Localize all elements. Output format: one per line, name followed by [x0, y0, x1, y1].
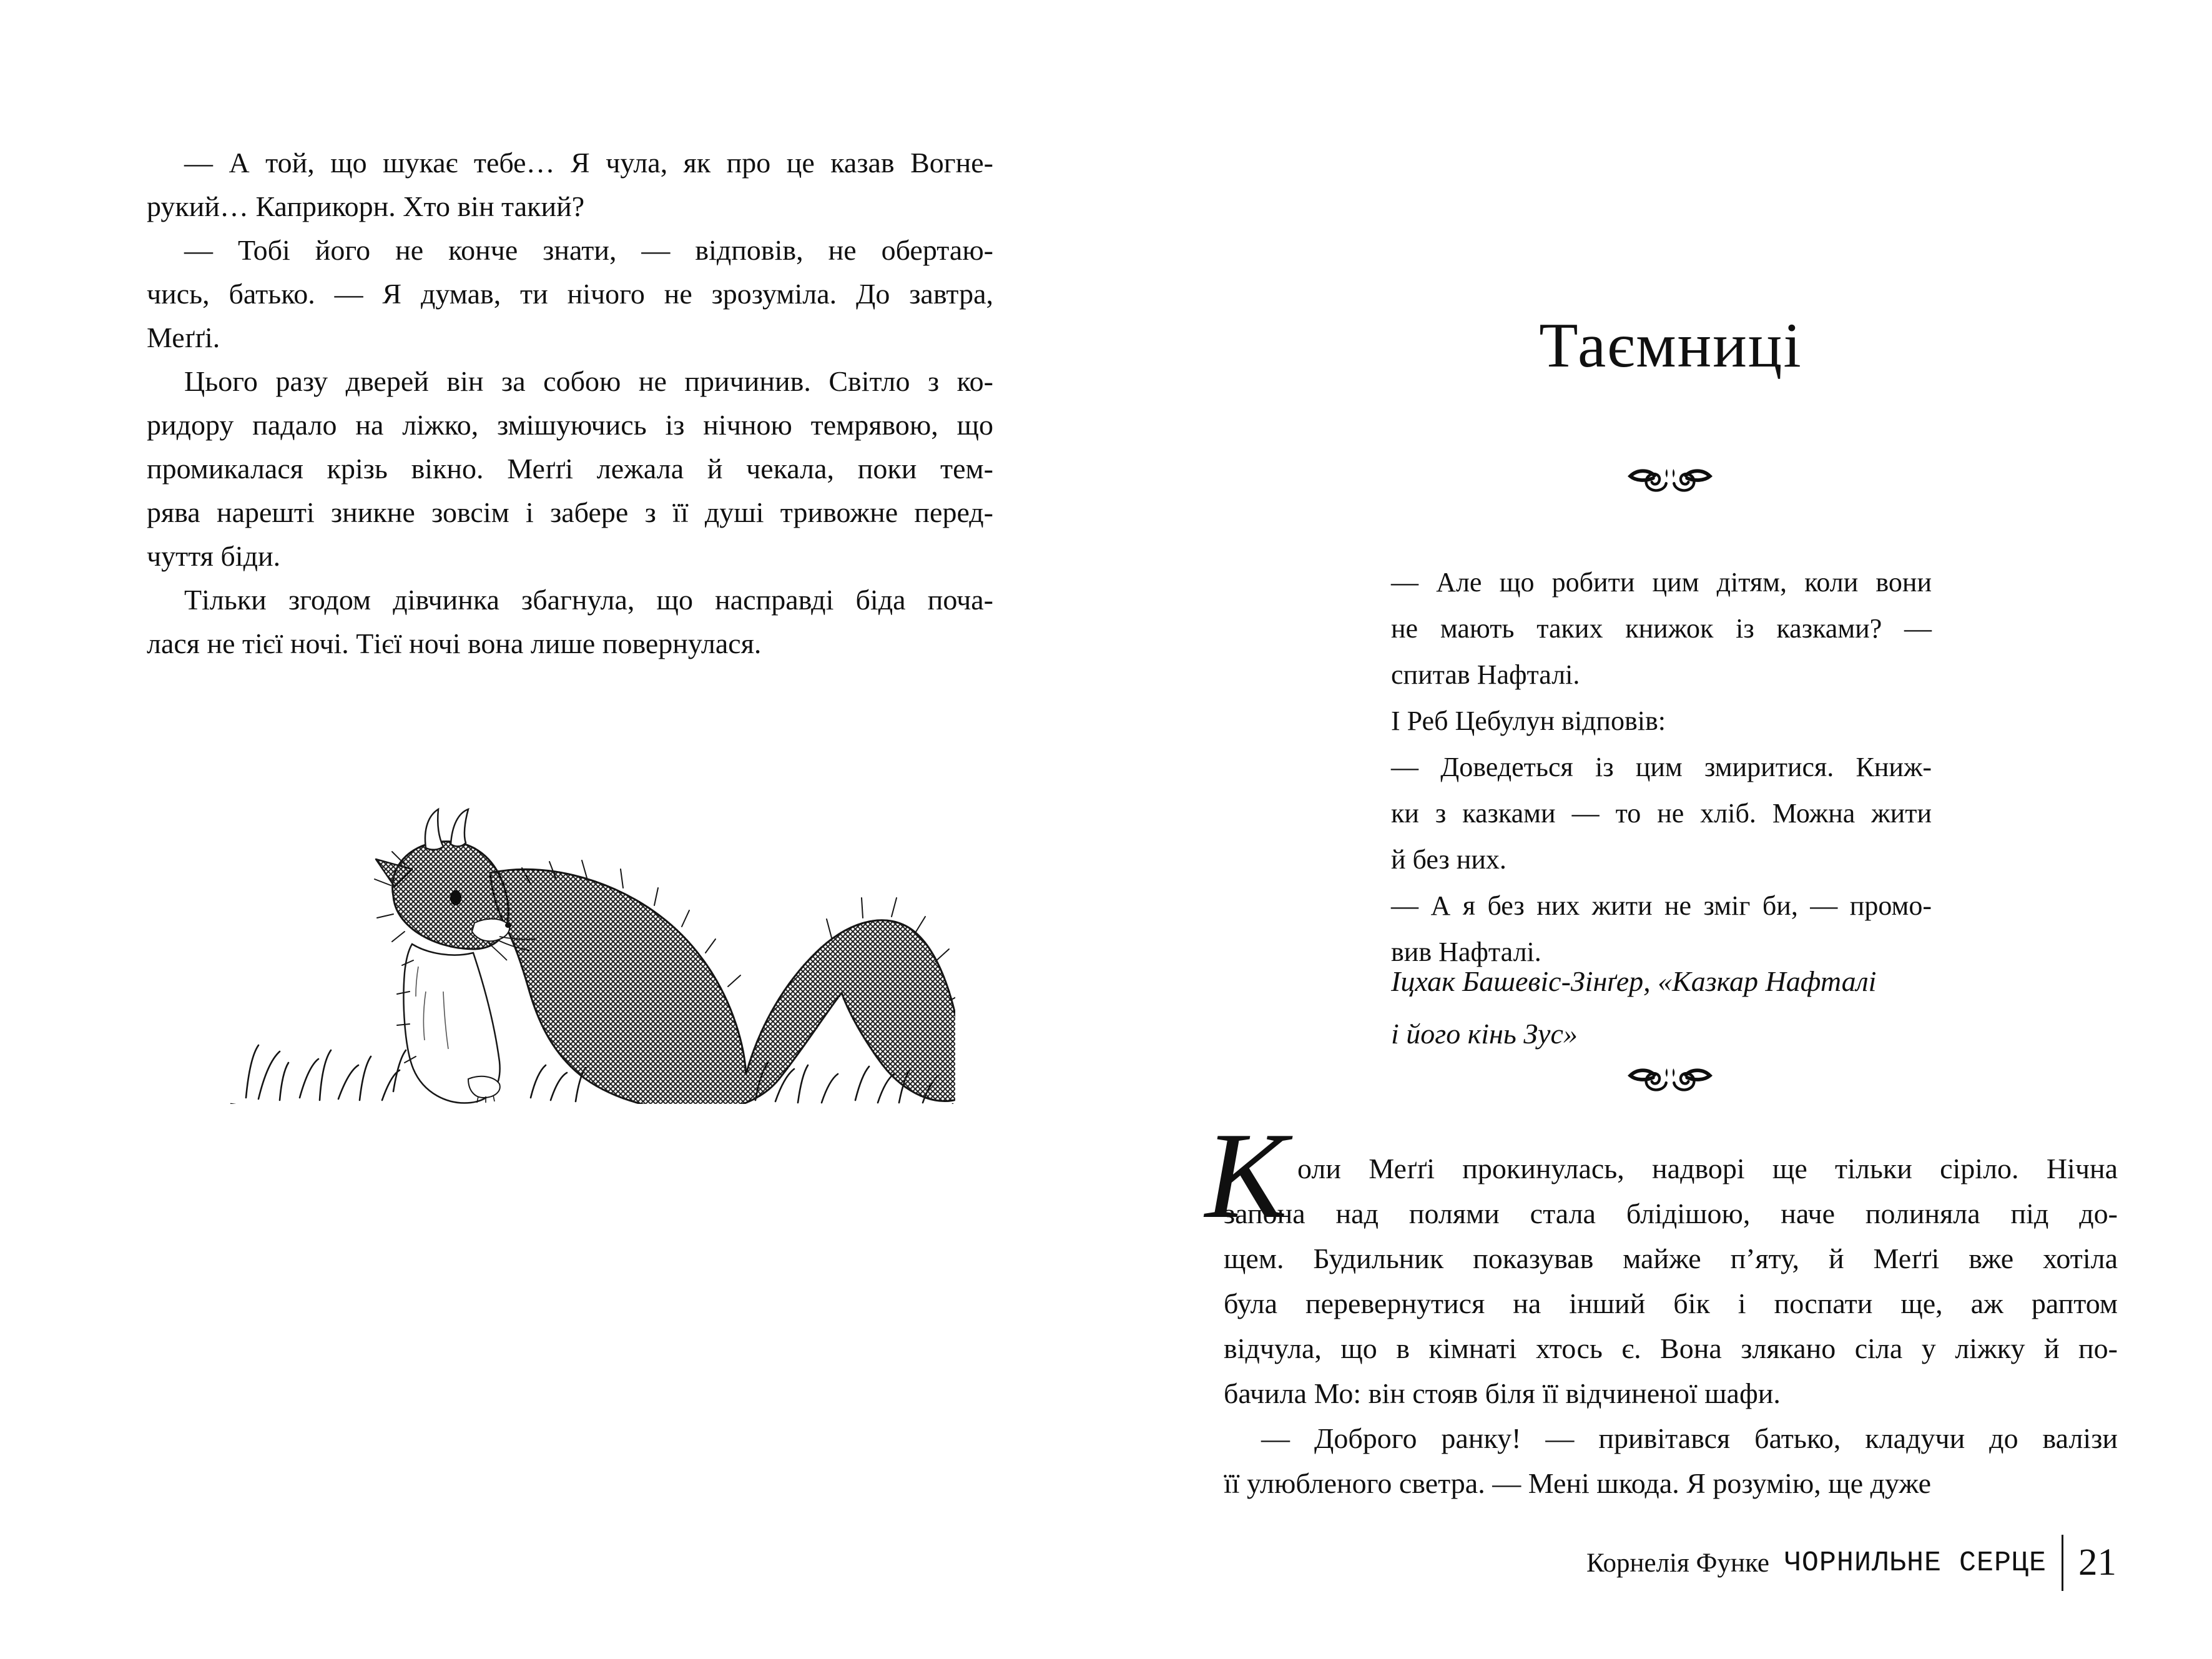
flourish-ornament [1627, 467, 1713, 496]
text-line: Іцхак Башевіс-Зінґер, «Казкар Нафталі [1391, 965, 1877, 997]
paragraph [1224, 1146, 2118, 1416]
text-line: оли Меґґі прокинулась, надворі ще тільки сіріло. Нічна [1297, 1153, 2118, 1184]
marten-illustration [206, 804, 955, 1104]
text-line: запона над полями стала блідішою, наче полиняла під до- [1224, 1198, 2118, 1229]
epigraph [1391, 559, 1932, 975]
page-footer [1586, 1535, 2116, 1591]
left-page-text [147, 141, 993, 666]
text-line: — А я без них жити не зміг би, — промо- [1391, 890, 1932, 921]
right-page-body [1205, 1107, 2118, 1506]
text-line: — Тобі його не конче знати, — відповів, не обертаю- [184, 234, 993, 266]
text-line: чись, батько. — Я думав, ти нічого не зрозуміла. До завтра, [147, 278, 993, 310]
flourish-right [1674, 471, 1710, 490]
text-line: і його кінь Зус» [1391, 1018, 1578, 1050]
paragraph [147, 229, 993, 360]
text-line: рукий… Каприкорн. Хто він такий? [147, 190, 585, 222]
text-line: лася не тієї ночі. Тієї ночі вона лише повернулася. [147, 628, 762, 659]
paragraph [1391, 559, 1932, 698]
text-line: І Реб Цебулун відповів: [1391, 706, 1666, 736]
text-line: вив Нафталі. [1391, 937, 1541, 967]
text-line: промикалася крізь вікно. Меґґі лежала й чекала, поки тем- [147, 453, 993, 485]
text-line: — Але що робити цим дітям, коли вони [1391, 567, 1932, 598]
text-line: відчула, що в кімнаті хтось є. Вона злякано сіла у ліжку й по- [1224, 1332, 2118, 1364]
text-line: ридору падало на ліжко, змішуючись із нічною темрявою, що [147, 409, 993, 441]
flourish-right [1674, 1070, 1710, 1090]
flourish-left [1630, 471, 1666, 490]
marten-body [490, 869, 955, 1104]
flourish-center-dots [1666, 469, 1674, 478]
text-line: Тільки згодом дівчинка збагнула, що насправді біда поча- [184, 584, 993, 616]
marten-eye [450, 890, 461, 905]
text-line: й без них. [1391, 844, 1507, 875]
text-line: — Доброго ранку! — привітався батько, кладучи до валізи [1261, 1422, 2118, 1454]
footer-author: Корнелія Функе [1586, 1548, 1769, 1578]
footer-divider [2062, 1535, 2063, 1591]
epigraph-attribution [1391, 955, 1965, 1060]
footer-book-title: ЧОРНИЛЬНЕ СЕРЦЕ [1784, 1547, 2047, 1579]
paragraph [1391, 744, 1932, 883]
marten-nose [505, 923, 511, 928]
text-line: ки з казками — то не хліб. Можна жити [1391, 798, 1932, 829]
paragraph [1391, 698, 1932, 744]
paragraph [1391, 955, 1965, 1060]
text-line: щем. Будильник показував майже п’яту, й Меґґі вже хотіла [1224, 1243, 2118, 1274]
text-line: була перевернутися на інший бік і поспати ще, аж раптом [1224, 1287, 2118, 1319]
text-line: Меґґі. [147, 322, 220, 353]
paragraph [147, 578, 993, 666]
flourish-center-dots [1666, 1068, 1674, 1077]
text-line: — Доведеться із цим змиритися. Книж- [1391, 752, 1932, 782]
paragraph [147, 360, 993, 578]
page-number: 21 [2078, 1542, 2116, 1583]
text-line: Цього разу дверей він за собою не причинив. Світло з ко- [184, 365, 993, 397]
text-line: бачила Мо: він стояв біля її відчиненої шафи. [1224, 1377, 1781, 1409]
text-line: її улюбленого светра. — Мені шкода. Я розумію, ще дуже [1224, 1467, 1931, 1499]
text-line: — А той, що шукає тебе… Я чула, як про це казав Вогне- [184, 147, 993, 179]
drop-cap-letter: К [1205, 1107, 1287, 1244]
flourish-ornament [1627, 1066, 1713, 1095]
chapter-title: Таємниці [1539, 310, 1802, 381]
text-line: спитав Нафталі. [1391, 659, 1580, 690]
text-line: чуття біди. [147, 540, 281, 572]
marten-horn-right [451, 809, 468, 847]
text-line: не мають таких книжок із казками? — [1391, 613, 1932, 644]
marten-horn-left [425, 809, 443, 850]
text-line: рява нарешті зникне зовсім і забере з її душі тривожне перед- [147, 496, 993, 528]
paragraph [1224, 1416, 2118, 1506]
flourish-left [1630, 1070, 1666, 1090]
paragraph [147, 141, 993, 229]
